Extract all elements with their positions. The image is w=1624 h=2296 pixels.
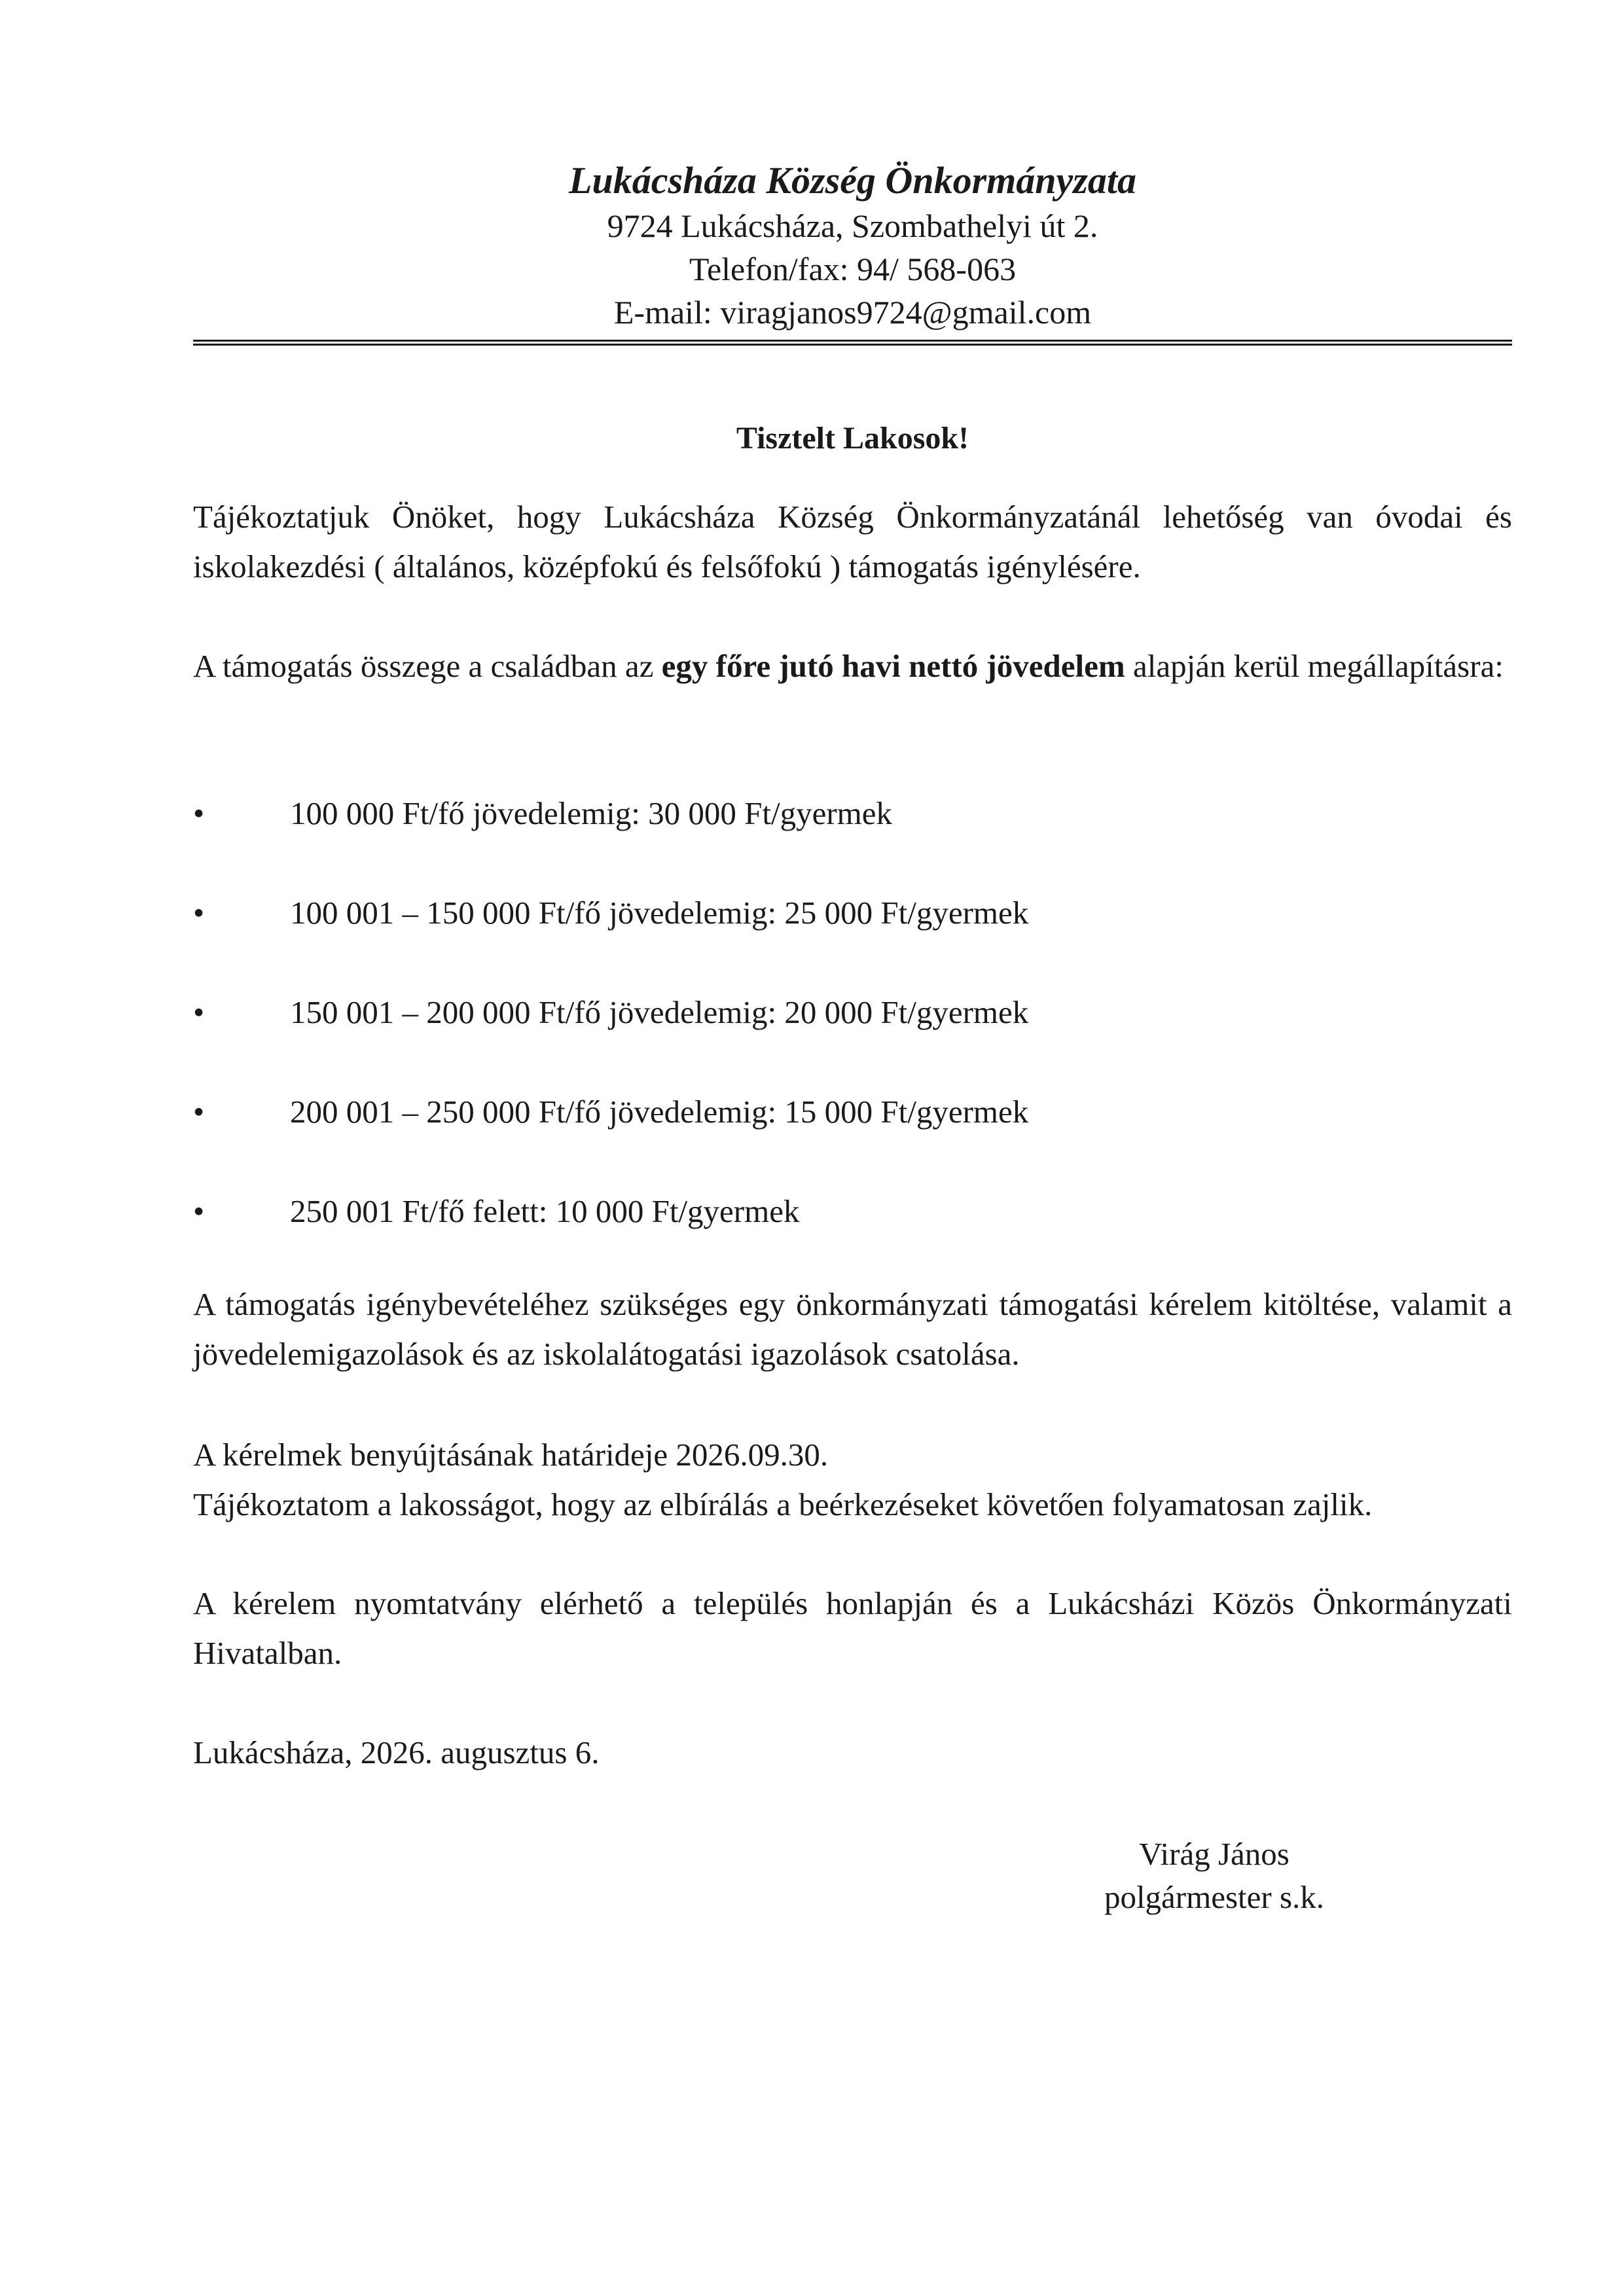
tier-text: 100 000 Ft/fő jövedelemig: 30 000 Ft/gyermek xyxy=(290,795,893,831)
letterhead xyxy=(193,157,1512,334)
tier-text: 150 001 – 200 000 Ft/fő jövedelemig: 20 000 Ft/gyermek xyxy=(290,994,1029,1030)
tier-text: 250 001 Ft/fő felett: 10 000 Ft/gyermek xyxy=(290,1193,800,1229)
list-item xyxy=(193,1087,1512,1187)
list-item xyxy=(193,789,1512,888)
signature-block xyxy=(1051,1833,1378,1919)
bullet-icon: • xyxy=(193,1193,205,1229)
processing-line: Tájékoztatom a lakosságot, hogy az elbírálás a beérkezéseket követően folyamatosan zajlik. xyxy=(193,1486,1373,1522)
basis-paragraph xyxy=(193,641,1512,691)
list-item xyxy=(193,1187,1512,1286)
basis-emphasis: egy főre jutó havi nettó jövedelem xyxy=(661,648,1125,684)
letterhead-divider xyxy=(193,340,1512,346)
deadline-line: A kérelmek benyújtásának határideje 2026.09.30. xyxy=(193,1437,829,1473)
basis-text-after: alapján kerül megállapításra: xyxy=(1125,648,1504,684)
document-page xyxy=(193,0,1512,2296)
tier-text: 200 001 – 250 000 Ft/fő jövedelemig: 15 000 Ft/gyermek xyxy=(290,1094,1029,1130)
list-item xyxy=(193,888,1512,988)
organization-name: Lukácsháza Község Önkormányzata xyxy=(569,159,1136,202)
list-item xyxy=(193,988,1512,1087)
requirements-paragraph: A támogatás igénybevételéhez szükséges egy önkormányzati támogatási kérelem kitöltése, valamit a jövedelemigazolások és az iskolalátogatási igazolások csatolása. xyxy=(193,1286,1512,1372)
place-and-date: Lukácsháza, 2026. augusztus 6. xyxy=(193,1734,600,1770)
bullet-icon: • xyxy=(193,795,205,831)
greeting: Tisztelt Lakosok! xyxy=(736,421,969,456)
signatory-title: polgármester s.k. xyxy=(1104,1879,1325,1915)
form-availability-paragraph: A kérelem nyomtatvány elérhető a település honlapján és a Lukácsházi Közös Önkormányzati Hivatalban. xyxy=(193,1585,1512,1671)
bullet-icon: • xyxy=(193,994,205,1030)
signatory-name: Virág János xyxy=(1139,1836,1290,1872)
organization-phone: Telefon/fax: 94/ 568-063 xyxy=(689,251,1017,287)
organization-address: 9724 Lukácsháza, Szombathelyi út 2. xyxy=(607,207,1098,244)
intro-paragraph: Tájékoztatjuk Önöket, hogy Lukácsháza Község Önkormányzatánál lehetőség van óvodai és iskolakezdési ( általános, középfokú és felsőfokú ) támogatás igénylésére. xyxy=(193,499,1512,584)
bullet-icon: • xyxy=(193,895,205,931)
basis-text-before: A támogatás összege a családban az xyxy=(193,648,662,684)
bullet-icon: • xyxy=(193,1094,205,1130)
tier-text: 100 001 – 150 000 Ft/fő jövedelemig: 25 000 Ft/gyermek xyxy=(290,895,1029,931)
support-tiers-list xyxy=(193,789,1512,1286)
organization-email: E-mail: viragjanos9724@gmail.com xyxy=(613,294,1092,331)
